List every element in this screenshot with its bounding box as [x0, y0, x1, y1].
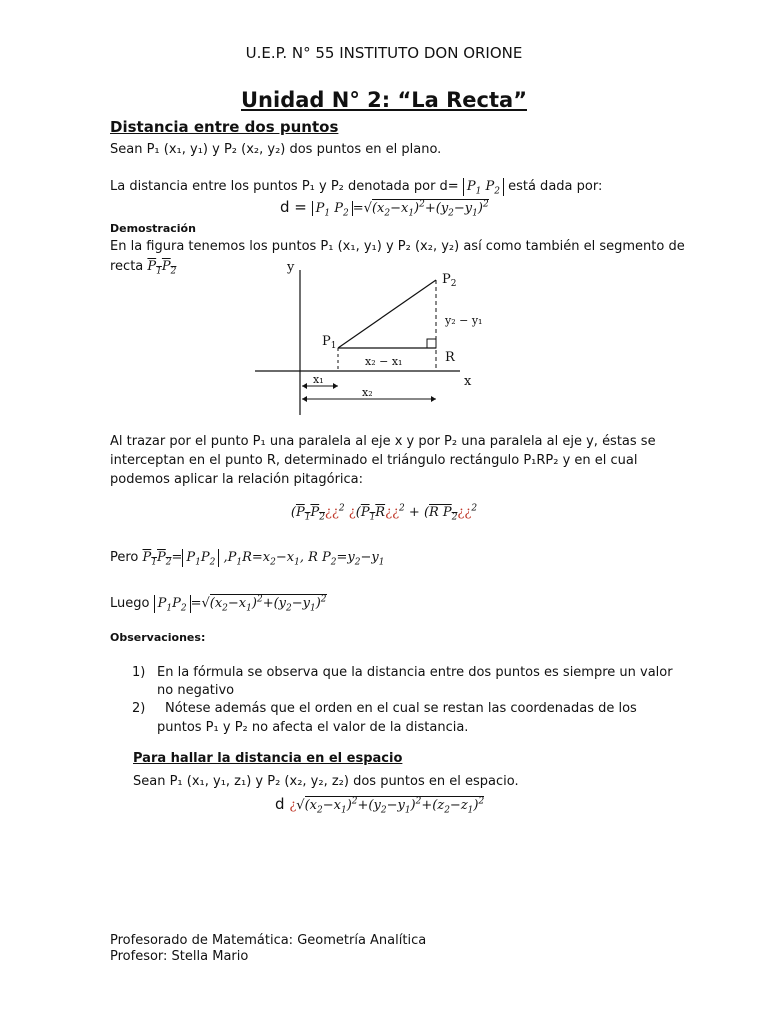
dy-label: y₂ − y₁: [445, 314, 483, 327]
intro-text: Sean P₁ (x₁, y₁) y P₂ (x₂, y₂) dos puntos en el plano.: [110, 142, 442, 157]
right-angle-mark: [427, 339, 436, 348]
distance-formula: $d = P_1$ $P_2 =√(x_2-x_1)^2+(y_2-y_1)^2$: [280, 198, 489, 219]
p1-label: $P_1$: [322, 334, 337, 351]
space-text: Sean P₁ (x₁, y₁, z₁) y P₂ (x₂, y₂, z₂) dos puntos en el espacio.: [133, 774, 519, 789]
observations-heading: Observaciones:: [110, 631, 206, 644]
p2-label: $P_2$: [442, 272, 457, 289]
obs-number-2: 2): [132, 701, 146, 716]
x1-label: x₁: [313, 373, 324, 386]
x2-label: x₂: [362, 386, 373, 399]
obs-item-1a: En la fórmula se observa que la distancia entre dos puntos es siempre un valor: [157, 665, 673, 680]
footer-line-2: Profesor: Stella Mario: [110, 949, 249, 964]
page-title: Unidad N° 2: “La Recta”: [241, 88, 527, 112]
triangle-figure: [250, 255, 490, 420]
paragraph-line-2: interceptan en el punto R, determinado el triángulo rectángulo P₁RP₂ y en el cual: [110, 453, 638, 468]
space-formula: d ¿$√(x_2-x_1)^2+(y_2-y_1)^2+(z_2-z_1)^2$: [275, 795, 485, 816]
school-name: U.E.P. N° 55 INSTITUTO DON ORIONE: [245, 44, 523, 62]
y-axis-label: y: [287, 260, 295, 275]
paragraph-line-1: Al trazar por el punto P₁ una paralela al eje x y por P₂ una paralela al eje y, éstas se: [110, 434, 656, 449]
pythagoras-formula: ($P_1P_2¿¿^2$ ¿($P_1R¿¿^2 + (R$ $P_2¿¿^2$: [290, 503, 478, 523]
demo-line-2: recta $P_1P_2$: [110, 259, 177, 277]
obs-item-2b: puntos P₁ y P₂ no afecta el valor de la distancia.: [157, 720, 469, 735]
pero-line: Pero $P_1P_2= P_1P_2$ $,P_1R=x_2-x_1$, R $P_2=y_2-y_1$: [110, 550, 385, 568]
distance-definition: La distancia entre los puntos P₁ y P₂ denotada por $d= P_1$ $P_2$ está dada por:: [110, 179, 603, 197]
x-axis-label: x: [464, 374, 472, 389]
luego-line: Luego $P_1P_2 =√(x_2-x_1)^2+(y_2-y_1)^2$: [110, 594, 327, 614]
paragraph-line-3: podemos aplicar la relación pitagórica:: [110, 472, 364, 487]
section-heading: Distancia entre dos puntos: [110, 118, 339, 136]
space-heading: Para hallar la distancia en el espacio: [133, 751, 403, 766]
dx-label: x₂ − x₁: [365, 355, 403, 368]
footer-line-1: Profesorado de Matemática: Geometría Analítica: [110, 933, 427, 948]
hypotenuse: [338, 280, 436, 348]
obs-item-1b: no negativo: [157, 683, 235, 698]
demo-line-1: En la figura tenemos los puntos P₁ (x₁, y₁) y P₂ (x₂, y₂) así como también el segmento de: [110, 239, 685, 254]
demo-heading: Demostración: [110, 222, 196, 235]
r-label: R: [445, 350, 455, 365]
obs-item-2a: Nótese además que el orden en el cual se restan las coordenadas de los: [165, 701, 637, 716]
obs-number-1: 1): [132, 665, 146, 680]
